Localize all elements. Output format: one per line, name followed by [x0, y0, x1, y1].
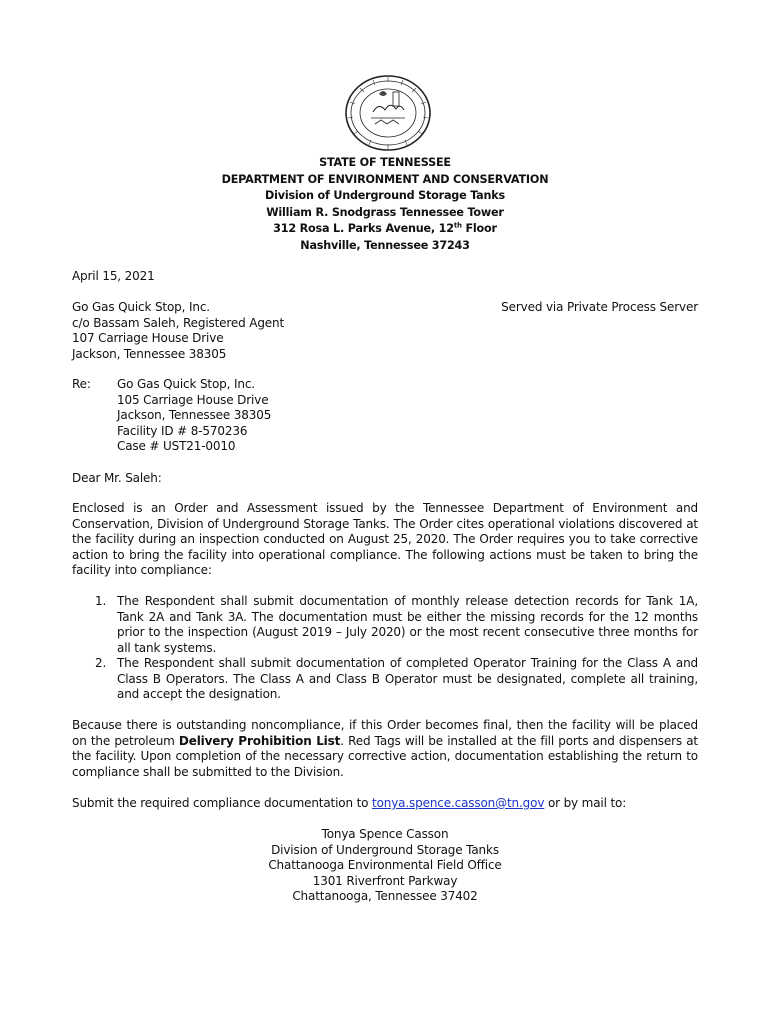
tennessee-state-seal	[343, 74, 433, 152]
list-item-text: The Respondent shall submit documentation of completed Operator Training for the Class A and Class B Operators. The Class A and Class B Operator must be designated, complete all training, and accept the designation.	[117, 656, 698, 701]
service-note: Served via Private Process Server	[501, 300, 698, 314]
re-line: Facility ID # 8-570236	[117, 423, 248, 438]
re-line: Jackson, Tennessee 38305	[117, 408, 272, 422]
paragraph-intro: Enclosed is an Order and Assessment issued by the Tennessee Department of Environment and Conservation, Division of Underground Storage Tanks. The Order cites operational violations discovered at the facility during an inspection conducted on August 25, 2020. The Order requires you to take corrective action to bring the facility into operational compliance. The following actions must be taken to bring the facility into compliance:	[72, 501, 698, 577]
list-item	[72, 594, 698, 656]
paragraph-submit-pre: Submit the required compliance documentation to	[72, 796, 373, 810]
letterhead-state: STATE OF TENNESSEE	[319, 156, 451, 169]
re-label: Re:	[72, 377, 91, 391]
list-item-number: 1.	[95, 594, 107, 608]
addressee-name: Go Gas Quick Stop, Inc.	[72, 300, 210, 314]
paragraph-noncompliance	[72, 718, 698, 780]
letterhead-street-floor: Floor	[461, 222, 497, 235]
paragraph-submit	[72, 796, 698, 812]
delivery-prohibition-list: Delivery Prohibition List	[178, 733, 341, 748]
paragraph-submit-post: or by mail to:	[544, 796, 627, 810]
mailing-address-line: 1301 Riverfront Parkway	[312, 873, 458, 888]
re-line: Case # UST21-0010	[117, 439, 236, 453]
re-line: Go Gas Quick Stop, Inc.	[117, 377, 255, 391]
letterhead-street	[0, 221, 770, 238]
list-item-number-wrap	[72, 656, 117, 703]
mailing-address-line: Chattanooga Environmental Field Office	[268, 858, 502, 872]
mailing-address-line: Tonya Spence Casson	[321, 827, 449, 841]
addressee-city: Jackson, Tennessee 38305	[72, 346, 227, 361]
re-block	[117, 377, 271, 455]
list-item	[72, 656, 698, 703]
letterhead-building: William R. Snodgrass Tennessee Tower	[266, 205, 504, 219]
mailing-address-line: Division of Underground Storage Tanks	[271, 842, 499, 857]
addressee-block	[72, 300, 402, 362]
letterhead-city: Nashville, Tennessee 37243	[300, 238, 470, 252]
letterhead-street-main: 312 Rosa L. Parks Avenue, 12	[273, 222, 454, 235]
required-actions-list	[72, 594, 698, 703]
letter-date: April 15, 2021	[72, 269, 155, 283]
letterhead-division: Division of Underground Storage Tanks	[265, 189, 505, 202]
re-line: 105 Carriage House Drive	[117, 392, 269, 407]
mailing-address-line: Chattanooga, Tennessee 37402	[292, 889, 478, 903]
addressee-agent: c/o Bassam Saleh, Registered Agent	[72, 315, 285, 330]
letterhead-street-sup: th	[453, 221, 462, 230]
list-item-number-wrap	[72, 594, 117, 656]
letterhead	[0, 155, 770, 254]
list-item-text: The Respondent shall submit documentation of monthly release detection records for Tank 1A, Tank 2A and Tank 3A. The documentation must be either the missing records for the 12 months prior to the inspection (August 2019 – July 2020) or the most recent consecutive three months for all tank systems.	[117, 594, 698, 655]
list-item-number: 2.	[95, 656, 107, 670]
email-link[interactable]: tonya.spence.casson@tn.gov	[372, 796, 545, 810]
paragraph-noncompliance-pre: Because there is outstanding noncompliance, if this Order becomes final, then the facility will be placed on the petroleum	[72, 718, 698, 748]
salutation: Dear Mr. Saleh:	[72, 471, 162, 485]
mailing-address	[0, 827, 770, 905]
addressee-street: 107 Carriage House Drive	[72, 331, 224, 345]
paragraph-noncompliance-post: . Red Tags will be installed at the fill ports and dispensers at the facility. Upon completion of the necessary corrective action, documentation establishing the return to compliance shall be submitted to the Division.	[72, 733, 698, 779]
letterhead-department: DEPARTMENT OF ENVIRONMENT AND CONSERVATION	[221, 172, 549, 186]
